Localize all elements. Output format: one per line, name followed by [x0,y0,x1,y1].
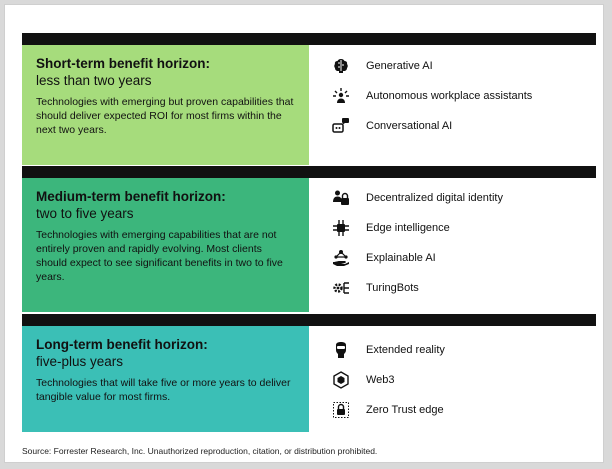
short-term-panel [22,45,309,165]
person-signal-icon [330,86,352,106]
horizon-subtitle: less than two years [36,73,152,88]
network-hand-icon [330,248,352,268]
horizon-subtitle: two to five years [36,206,134,221]
tech-label: Zero Trust edge [366,404,444,416]
section-long-term [22,314,596,432]
tech-item-conversational-ai [330,116,590,136]
tech-item-autonomous-workplace-assistants [330,86,590,106]
tech-label: Conversational AI [366,120,453,132]
brain-icon [330,56,352,76]
medium-term-panel [22,178,309,312]
source-note: Source: Forrester Research, Inc. Unauthorized reproduction, citation, or distribution prohibited. [22,446,378,456]
tech-item-decentralized-digital-identity [330,188,590,208]
tech-item-extended-reality [330,340,590,360]
horizon-title: Long-term benefit horizon: [36,337,208,352]
section-divider-bar [22,33,596,45]
horizon-title: Short-term benefit horizon: [36,56,210,71]
section-medium-term [22,166,596,312]
horizon-description: Technologies that will take five or more years to deliver tangible value for most firms. [36,377,291,403]
tech-label: Web3 [366,374,395,386]
tech-item-turingbots [330,278,590,298]
tech-label: Extended reality [366,344,445,356]
horizon-description: Technologies with emerging capabilities that are not entirely proven and rapidly evolving. Most clients should expect to see significant benefits in two to five years. [36,229,283,283]
tech-label: Decentralized digital identity [366,192,503,204]
tech-item-zero-trust-edge [330,400,590,420]
section-short-term [22,33,596,165]
section-divider-bar [22,314,596,326]
horizon-description: Technologies with emerging but proven capabilities that should deliver expected ROI for most firms within the next two years. [36,96,294,136]
vr-headset-icon [330,340,352,360]
identity-lock-icon [330,188,352,208]
tech-label: Autonomous workplace assistants [366,90,533,102]
tech-label: TuringBots [366,282,419,294]
tech-item-edge-intelligence [330,218,590,238]
long-term-panel [22,326,309,432]
shield-lock-icon [330,400,352,420]
cube-network-icon [330,370,352,390]
tech-item-explainable-ai [330,248,590,268]
section-divider-bar [22,166,596,178]
tech-label: Explainable AI [366,252,436,264]
tech-label: Edge intelligence [366,222,450,234]
figure-frame [4,4,604,463]
tech-item-generative-ai [330,56,590,76]
horizon-title: Medium-term benefit horizon: [36,189,226,204]
tech-item-web3 [330,370,590,390]
chip-icon [330,218,352,238]
chat-bot-icon [330,116,352,136]
tech-label: Generative AI [366,60,433,72]
gear-code-icon [330,278,352,298]
horizon-subtitle: five-plus years [36,354,124,369]
